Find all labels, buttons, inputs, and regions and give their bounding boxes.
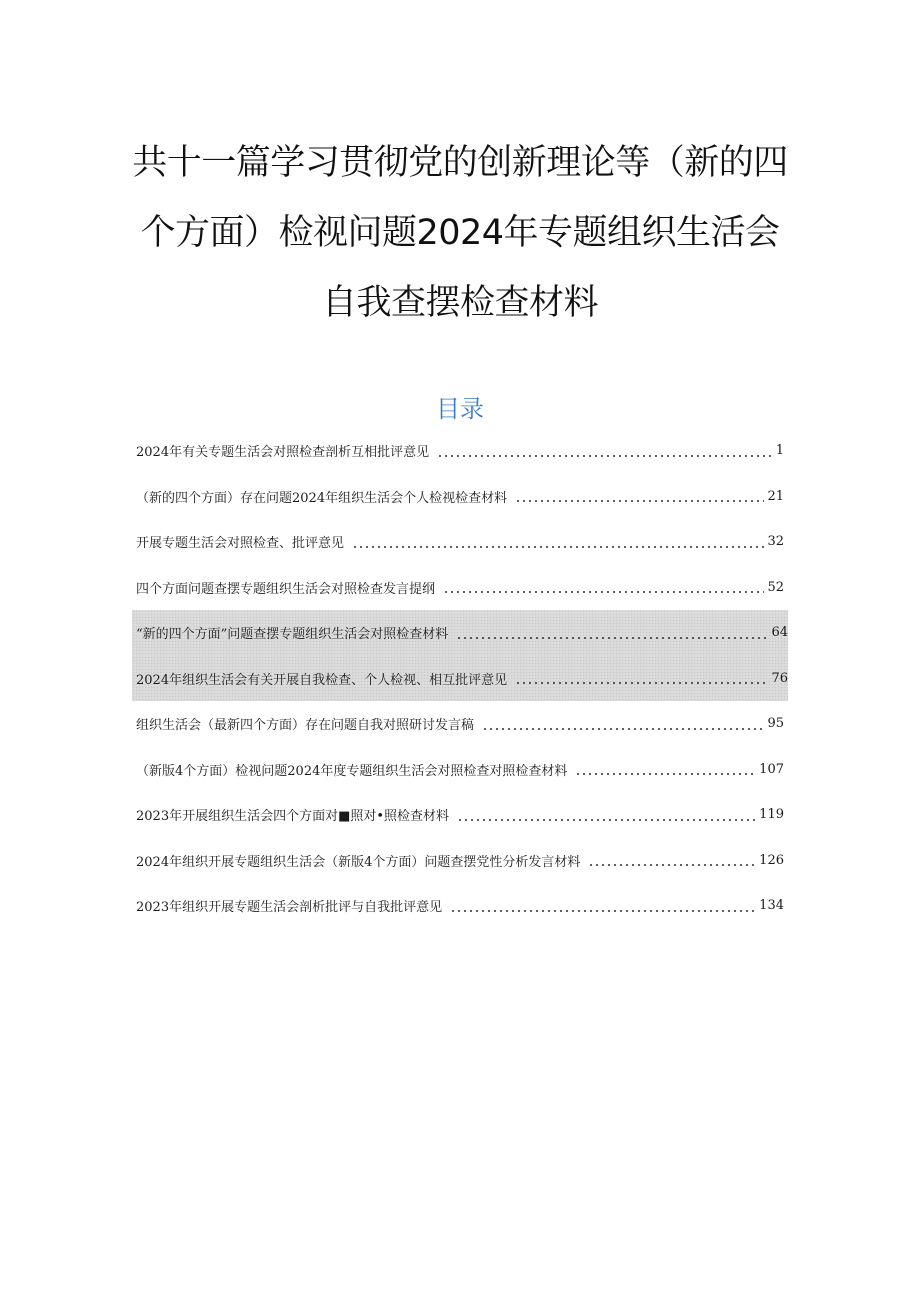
toc-entry[interactable] bbox=[136, 428, 784, 474]
toc-entry-title: （新的四个方面）存在问题2024年组织生活会个人检视检查材料 bbox=[136, 490, 508, 506]
toc-entry-title: “新的四个方面”问题查摆专题组织生活会对照检查材料 bbox=[136, 627, 449, 643]
toc-page-number: 95 bbox=[767, 716, 784, 732]
toc-dot-leader bbox=[450, 898, 756, 914]
title-line: 个方面）检视问题2024年专题组织生活会 bbox=[140, 213, 780, 253]
toc-dot-leader bbox=[457, 807, 756, 823]
toc-entry[interactable] bbox=[136, 565, 784, 611]
toc-entry-highlighted[interactable] bbox=[132, 610, 788, 656]
toc-entry-title: 2023年开展组织生活会四个方面对■照对•照检查材料 bbox=[136, 809, 450, 825]
toc-page-number: 107 bbox=[759, 761, 784, 777]
toc-heading: 目录 bbox=[436, 395, 484, 423]
toc-page-number: 76 bbox=[771, 670, 788, 686]
toc-page-number: 126 bbox=[759, 852, 784, 868]
toc-entry[interactable] bbox=[136, 792, 784, 838]
toc-page-number: 52 bbox=[767, 579, 784, 595]
toc-dot-leader bbox=[437, 443, 773, 459]
document-title bbox=[100, 128, 820, 338]
toc-entry-title: 2024年组织生活会有关开展自我检查、个人检视、相互批评意见 bbox=[136, 672, 508, 688]
toc-page-number: 64 bbox=[771, 625, 788, 641]
toc-entry-highlighted[interactable] bbox=[132, 656, 788, 702]
toc-page-number: 1 bbox=[775, 443, 784, 459]
toc-dot-leader bbox=[575, 761, 756, 777]
toc-page-number: 21 bbox=[767, 488, 784, 504]
toc-entry-title: 四个方面问题查摆专题组织生活会对照检查发言提纲 bbox=[136, 581, 436, 597]
toc-entry[interactable] bbox=[136, 883, 784, 929]
toc-dot-leader bbox=[443, 579, 764, 595]
toc-dot-leader bbox=[482, 716, 764, 732]
toc-entry[interactable] bbox=[136, 747, 784, 793]
toc-page-number: 119 bbox=[759, 807, 784, 823]
toc-page-number: 32 bbox=[767, 534, 784, 550]
toc-entry-title: 2024年有关专题生活会对照检查剖析互相批评意见 bbox=[136, 445, 430, 461]
toc-entry[interactable] bbox=[136, 519, 784, 565]
toc-entry-title: 组织生活会（最新四个方面）存在问题自我对照研讨发言稿 bbox=[136, 718, 475, 734]
toc-entry[interactable] bbox=[136, 701, 784, 747]
toc-entry-title: （新版4个方面）检视问题2024年度专题组织生活会对照检查对照检查材料 bbox=[136, 763, 568, 779]
toc-entry-title: 2023年组织开展专题生活会剖析批评与自我批评意见 bbox=[136, 900, 443, 916]
title-line: 共十一篇学习贯彻党的创新理论等（新的四 bbox=[132, 143, 788, 183]
title-line: 自我查摆检查材料 bbox=[321, 283, 598, 323]
toc-entry-title: 开展专题生活会对照检查、批评意见 bbox=[136, 536, 345, 552]
toc-entry-title: 2024年组织开展专题组织生活会（新版4个方面）问题查摆党性分析发言材料 bbox=[136, 854, 581, 870]
table-of-contents bbox=[136, 428, 788, 929]
toc-dot-leader bbox=[456, 625, 768, 641]
toc-entry[interactable] bbox=[136, 838, 784, 884]
toc-page-number: 134 bbox=[759, 898, 784, 914]
toc-entry[interactable] bbox=[136, 474, 784, 520]
toc-dot-leader bbox=[352, 534, 764, 550]
toc-dot-leader bbox=[515, 670, 768, 686]
toc-dot-leader bbox=[515, 488, 764, 504]
toc-dot-leader bbox=[588, 852, 756, 868]
